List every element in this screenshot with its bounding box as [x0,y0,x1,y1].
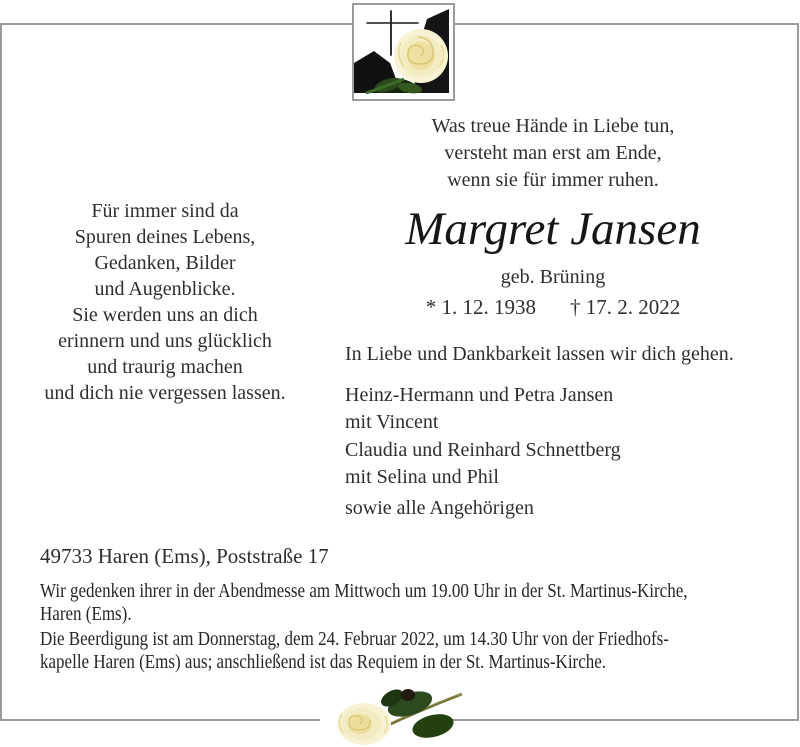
memorial-mass-paragraph [40,580,800,626]
cross-and-rose-icon [354,5,449,95]
memorial-poem [15,198,315,406]
funeral-paragraph [40,628,800,674]
rose-image [300,682,478,747]
poem-line: und traurig machen [87,356,243,378]
poem-line: erinnern und uns glücklich [58,330,272,352]
birth-date: * 1. 12. 1938 [425,295,536,319]
mourner-group [345,437,775,491]
poem-line: Für immer sind da [91,200,239,222]
funeral-line: Die Beerdigung ist am Donnerstag, dem 24. Februar 2022, um 14.30 Uhr von der Friedhofs- [40,628,669,650]
maiden-name: geb. Brüning [500,266,606,288]
relatives-line: sowie alle Angehörigen [345,497,534,519]
funeral-line: kapelle Haren (Ems) aus; anschließend ist das Requiem in der St. Martinus-Kirche. [40,651,607,673]
mourner-group [345,382,775,436]
poem-line: Gedanken, Bilder [94,252,236,274]
mourner-line: Heinz-Hermann und Petra Jansen [345,384,614,406]
death-date: † 17. 2. 2022 [570,295,681,319]
mourners-section [345,341,775,522]
mourner-line: mit Selina und Phil [345,466,499,488]
mourner-line: Claudia und Reinhard Schnettberg [345,439,621,461]
deceased-name: Margret Jansen [405,203,701,255]
rose-icon [300,682,478,747]
life-dates [353,295,753,320]
mourner-line: mit Vincent [345,411,439,433]
poem-line: und dich nie vergessen lassen. [44,382,286,404]
verse-line: Was treue Hände in Liebe tun, [431,115,675,137]
memorial-line: Wir gedenken ihrer in der Abendmesse am Mittwoch um 19.00 Uhr in der St. Martinus-Kirche, [40,580,688,602]
farewell-line: In Liebe und Dankbarkeit lassen wir dich gehen. [345,343,734,365]
poem-line: Spuren deines Lebens, [74,226,256,248]
cross-and-rose-image [352,3,455,101]
verse-line: versteht man erst am Ende, [444,142,662,164]
memorial-line: Haren (Ems). [40,603,132,625]
verse-line: wenn sie für immer ruhen. [447,169,659,191]
address-line: 49733 Haren (Ems), Poststraße 17 [40,544,329,568]
opening-verse [378,113,728,194]
poem-line: und Augenblicke. [94,278,236,300]
poem-line: Sie werden uns an dich [72,304,258,326]
